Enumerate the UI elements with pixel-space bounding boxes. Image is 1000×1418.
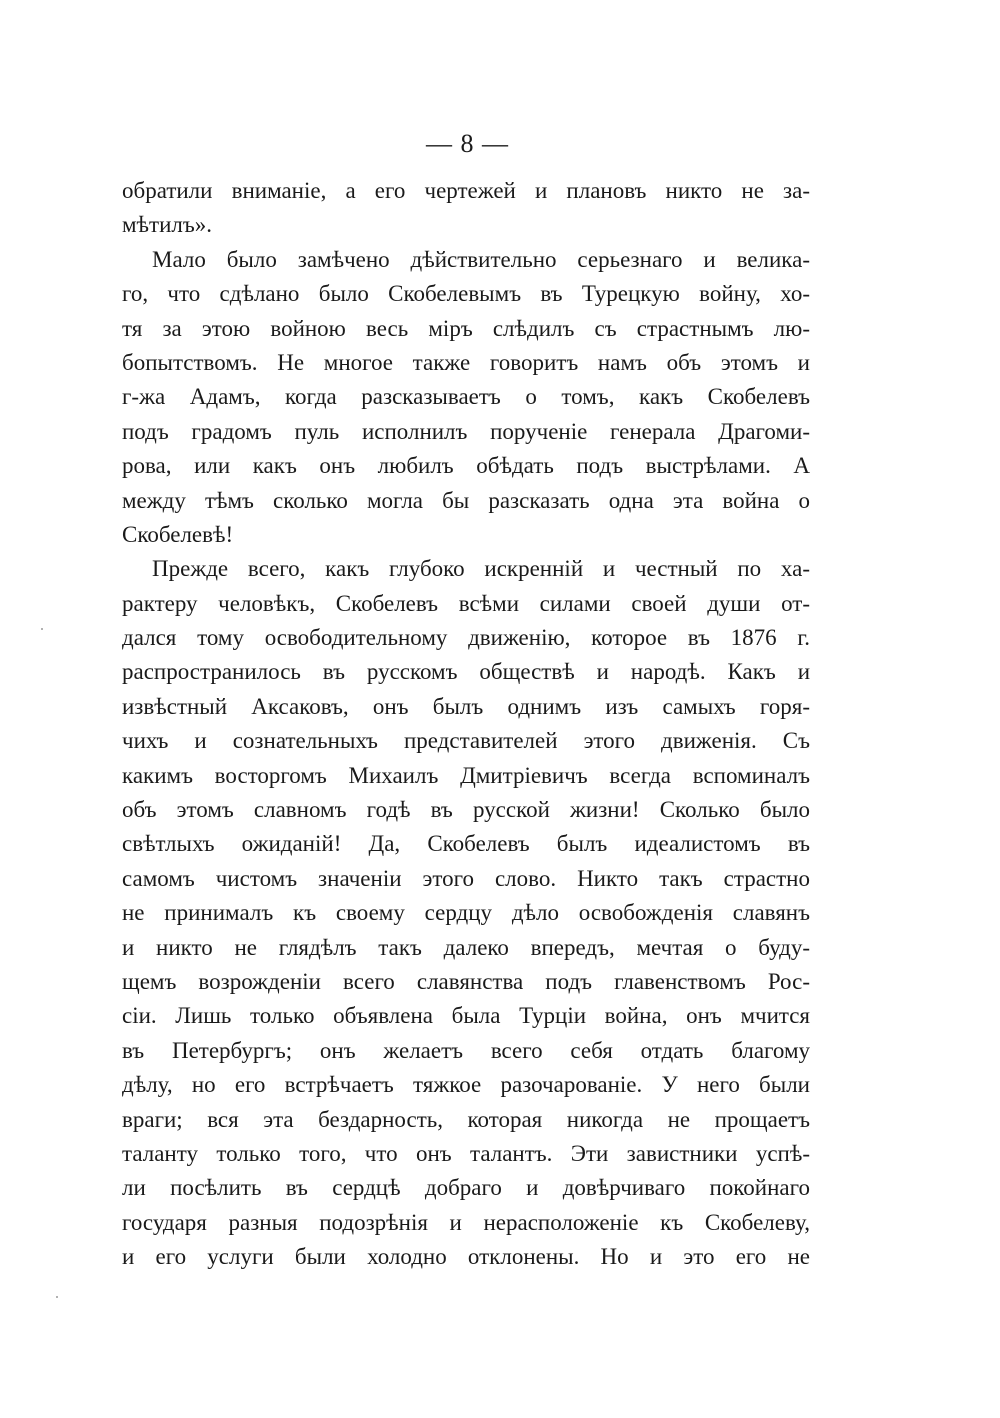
paper-speck xyxy=(41,628,43,630)
text-line: Мало было замѣчено дѣйствительно серьезнаго и велика- xyxy=(152,246,810,272)
text-line: извѣстный Аксаковъ, онъ былъ однимъ изъ самыхъ горя- xyxy=(122,693,810,719)
text-line: обратили вниманіе, а его чертежей и плановъ никто не за- xyxy=(122,178,810,203)
text-line: подъ градомъ пуль исполнилъ порученіе генерала Драгоми- xyxy=(122,418,810,444)
text-line: ли посѣлить въ сердцѣ добраго и довѣрчиваго покойнаго xyxy=(122,1175,810,1201)
text-line: Прежде всего, какъ глубоко искренній и честный по ха- xyxy=(152,556,810,582)
text-line: бопытствомъ. Не многое также говоритъ намъ объ этомъ и xyxy=(122,349,810,375)
text-line: го, что сдѣлано было Скобелевымъ въ Турецкую войну, хо- xyxy=(122,281,810,307)
text-line: объ этомъ славномъ годѣ въ русской жизни! Сколько было xyxy=(122,797,810,823)
text-line: таланту только того, что онъ талантъ. Эти завистники успѣ- xyxy=(122,1140,810,1166)
text-line: г-жа Адамъ, когда разсказываетъ о томъ, какъ Скобелевъ xyxy=(122,384,810,410)
text-line: дался тому освободительному движенію, которое въ 1876 г. xyxy=(122,625,810,651)
text-line: между тѣмъ сколько могла бы разсказать одна эта война о xyxy=(122,487,810,513)
text-line: свѣтлыхъ ожиданій! Да, Скобелевъ былъ идеалистомъ въ xyxy=(122,831,810,857)
text-line: государя разныя подозрѣнія и нерасположеніе къ Скобелеву, xyxy=(122,1209,810,1235)
text-line: дѣлу, но его встрѣчаетъ тяжкое разочарованіе. У него были xyxy=(122,1072,810,1098)
text-line: чихъ и сознательныхъ представителей этого движенія. Съ xyxy=(122,728,810,754)
text-line: тя за этою войною весь міръ слѣдилъ съ страстнымъ лю- xyxy=(122,315,810,341)
text-line: сіи. Лишь только объявлена была Турціи война, онъ мчится xyxy=(122,1003,810,1029)
text-line: самомъ чистомъ значеніи этого слово. Никто такъ страстно xyxy=(122,865,810,891)
paper-speck xyxy=(56,1296,58,1298)
text-line: какимъ восторгомъ Михаилъ Дмитріевичъ всегда вспоминалъ xyxy=(122,762,810,788)
page-number: — 8 — xyxy=(426,129,509,158)
text-line: распространилось въ русскомъ обществѣ и народѣ. Какъ и xyxy=(122,659,810,685)
text-line: рова, или какъ онъ любилъ обѣдать подъ выстрѣлами. А xyxy=(122,453,810,479)
body-text xyxy=(122,174,810,1275)
text-line: враги; вся эта бездарность, которая никогда не прощаетъ xyxy=(122,1106,810,1132)
text-line: Скобелевѣ! xyxy=(122,521,234,547)
text-line: въ Петербургъ; онъ желаетъ всего себя отдать благому xyxy=(122,1037,810,1063)
text-line: щемъ возрожденіи всего славянства подъ главенствомъ Рос- xyxy=(122,968,810,994)
text-line: и никто не глядѣлъ такъ далеко впередъ, мечтая о буду- xyxy=(122,934,810,960)
text-line: не принималъ къ своему сердцу дѣло освобожденія славянъ xyxy=(122,900,810,926)
text-line: мѣтилъ». xyxy=(122,212,213,238)
text-line: и его услуги были холодно отклонены. Но и это его не xyxy=(122,1244,810,1270)
text-line: рактеру человѣкъ, Скобелевъ всѣми силами своей души от- xyxy=(122,590,810,616)
